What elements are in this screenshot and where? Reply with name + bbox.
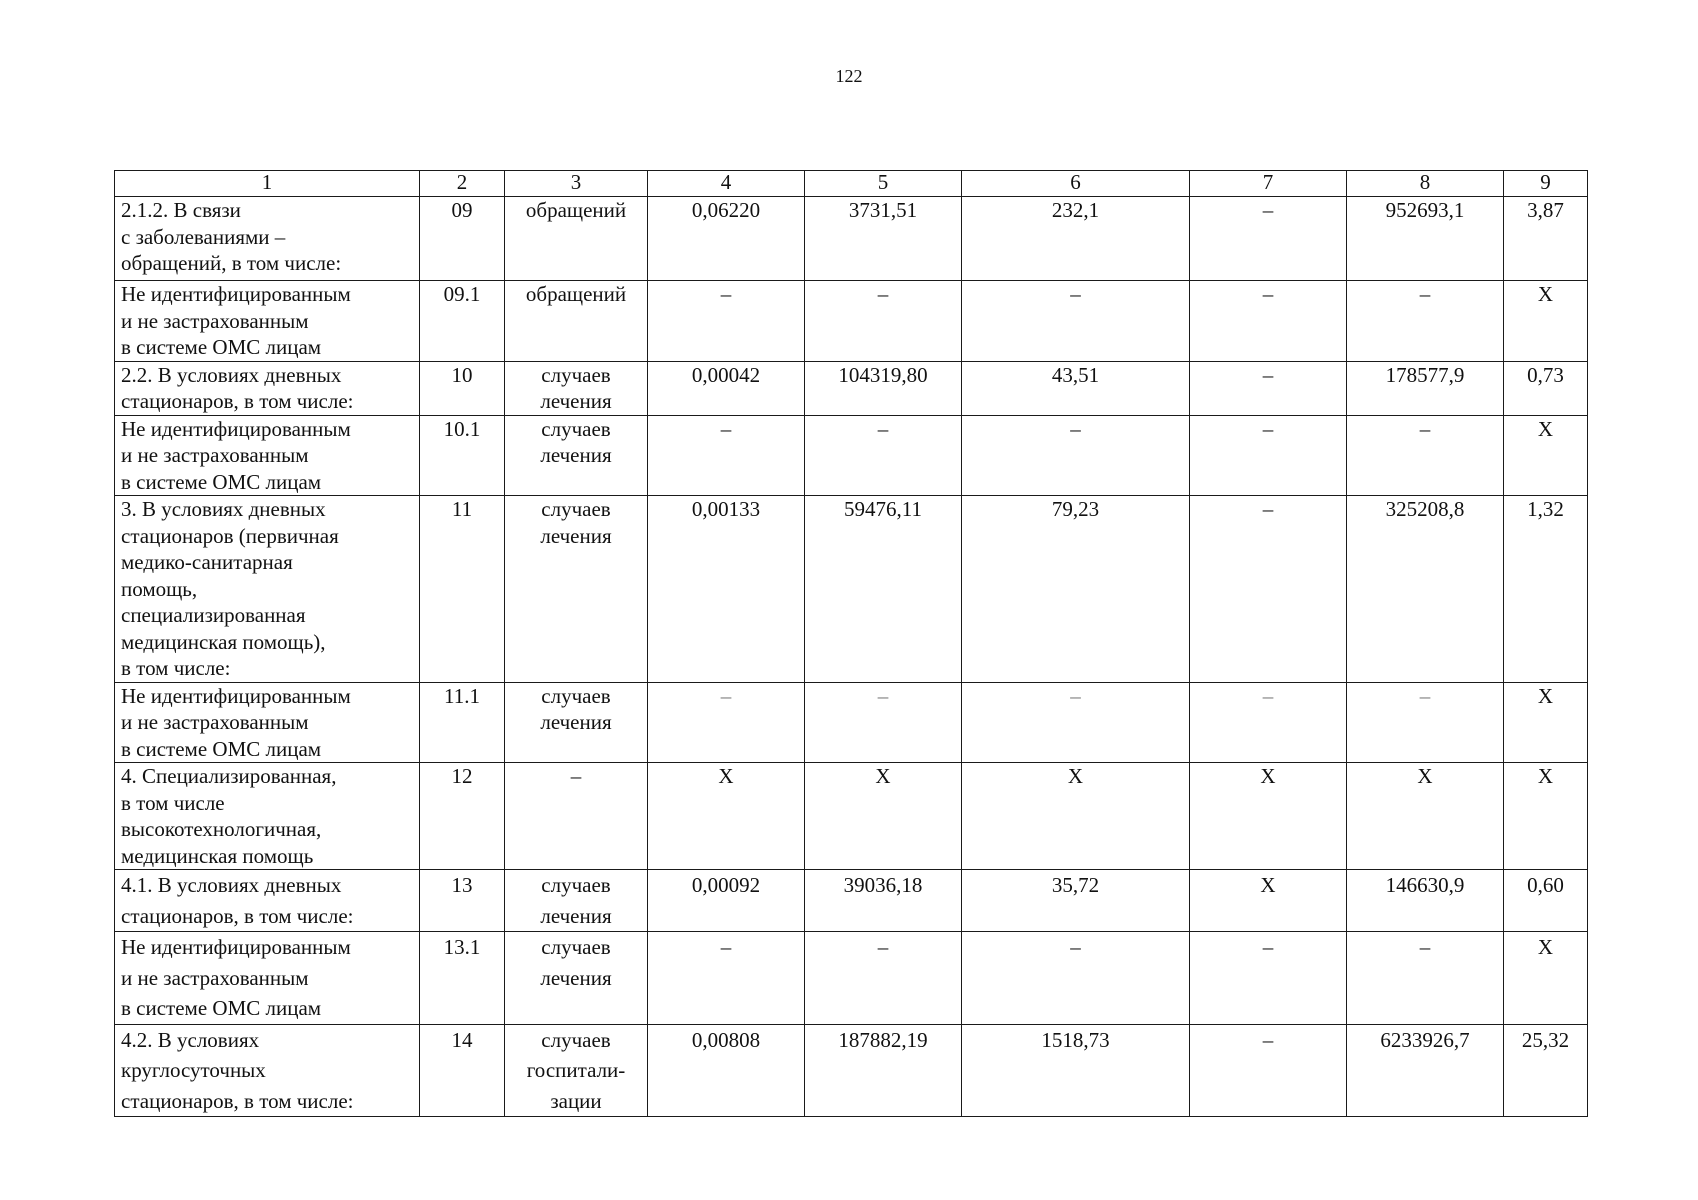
- table-cell: Х: [805, 763, 962, 870]
- table-cell: случаев лечения: [505, 415, 648, 496]
- table-cell: 952693,1: [1347, 197, 1504, 281]
- table-row: [115, 763, 1588, 870]
- table-row: [115, 496, 1588, 683]
- table-cell: 43,51: [962, 361, 1190, 415]
- table-cell: 0,00133: [648, 496, 805, 683]
- table-cell: Х: [1504, 415, 1588, 496]
- table-cell: 79,23: [962, 496, 1190, 683]
- column-number-2: 2: [420, 171, 505, 197]
- table-cell: –: [1190, 197, 1347, 281]
- table-cell: –: [962, 281, 1190, 362]
- table-cell: Х: [1190, 870, 1347, 932]
- table-cell: –: [1190, 1024, 1347, 1117]
- table-cell: –: [648, 415, 805, 496]
- table-cell: 13: [420, 870, 505, 932]
- table-cell: –: [1347, 682, 1504, 763]
- table-cell: 3,87: [1504, 197, 1588, 281]
- table-cell: Х: [962, 763, 1190, 870]
- table-cell: 232,1: [962, 197, 1190, 281]
- column-number-3: 3: [505, 171, 648, 197]
- table-cell: 4.2. В условиях круглосуточных стационаров, в том числе:: [115, 1024, 420, 1117]
- table-row: [115, 870, 1588, 932]
- table-cell: случаев лечения: [505, 361, 648, 415]
- table-cell: 3. В условиях дневных стационаров (первичная медико-санитарная помощь, специализированная медицинская помощь), в том числе:: [115, 496, 420, 683]
- table-cell: 0,73: [1504, 361, 1588, 415]
- table-cell: 11: [420, 496, 505, 683]
- table-cell: 10.1: [420, 415, 505, 496]
- column-number-7: 7: [1190, 171, 1347, 197]
- table-cell: –: [962, 682, 1190, 763]
- table-cell: –: [805, 415, 962, 496]
- table-cell: 0,00808: [648, 1024, 805, 1117]
- table-cell: случаев лечения: [505, 932, 648, 1025]
- table-cell: –: [805, 682, 962, 763]
- column-number-8: 8: [1347, 171, 1504, 197]
- table-row: [115, 1024, 1588, 1117]
- table-cell: 187882,19: [805, 1024, 962, 1117]
- table-cell: –: [805, 281, 962, 362]
- table-cell: 4. Специализированная, в том числе высокотехнологичная, медицинская помощь: [115, 763, 420, 870]
- table-cell: 0,00092: [648, 870, 805, 932]
- data-table: [114, 170, 1588, 1117]
- table-cell: –: [1190, 415, 1347, 496]
- column-number-1: 1: [115, 171, 420, 197]
- table-cell: –: [1190, 682, 1347, 763]
- page-number: 122: [835, 66, 863, 86]
- table-row: [115, 197, 1588, 281]
- table-cell: –: [648, 932, 805, 1025]
- table-cell: –: [1347, 932, 1504, 1025]
- table-cell: Х: [648, 763, 805, 870]
- table-cell: –: [505, 763, 648, 870]
- table-cell: Не идентифицированным и не застрахованным в системе ОМС лицам: [115, 682, 420, 763]
- table-cell: Не идентифицированным и не застрахованным в системе ОМС лицам: [115, 932, 420, 1025]
- table-cell: 104319,80: [805, 361, 962, 415]
- table-cell: Не идентифицированным и не застрахованным в системе ОМС лицам: [115, 281, 420, 362]
- table-cell: 178577,9: [1347, 361, 1504, 415]
- table-cell: Х: [1504, 281, 1588, 362]
- table-cell: –: [1190, 281, 1347, 362]
- table-cell: 0,00042: [648, 361, 805, 415]
- table-cell: –: [1347, 281, 1504, 362]
- table-row: [115, 281, 1588, 362]
- table-cell: –: [1190, 932, 1347, 1025]
- table-cell: –: [1347, 415, 1504, 496]
- column-number-5: 5: [805, 171, 962, 197]
- table-row: [115, 361, 1588, 415]
- table-cell: 2.2. В условиях дневных стационаров, в том числе:: [115, 361, 420, 415]
- table-header-row: [115, 171, 1588, 197]
- table-cell: 25,32: [1504, 1024, 1588, 1117]
- table-cell: 09.1: [420, 281, 505, 362]
- table-cell: 39036,18: [805, 870, 962, 932]
- table-cell: 11.1: [420, 682, 505, 763]
- column-number-4: 4: [648, 171, 805, 197]
- table-cell: 2.1.2. В связи с заболеваниями – обращений, в том числе:: [115, 197, 420, 281]
- table-cell: –: [1190, 361, 1347, 415]
- table-cell: обращений: [505, 197, 648, 281]
- table-cell: 6233926,7: [1347, 1024, 1504, 1117]
- table-cell: Х: [1504, 682, 1588, 763]
- table-cell: –: [648, 281, 805, 362]
- table-cell: 59476,11: [805, 496, 962, 683]
- table-cell: Х: [1347, 763, 1504, 870]
- table-cell: 12: [420, 763, 505, 870]
- table-cell: Не идентифицированным и не застрахованным в системе ОМС лицам: [115, 415, 420, 496]
- table-cell: –: [962, 415, 1190, 496]
- table-cell: 146630,9: [1347, 870, 1504, 932]
- table-cell: 10: [420, 361, 505, 415]
- table-cell: случаев лечения: [505, 496, 648, 683]
- table-cell: обращений: [505, 281, 648, 362]
- table-cell: 3731,51: [805, 197, 962, 281]
- table-cell: –: [1190, 496, 1347, 683]
- table-row: [115, 682, 1588, 763]
- table-cell: Х: [1504, 763, 1588, 870]
- table-cell: 0,06220: [648, 197, 805, 281]
- table-cell: –: [805, 932, 962, 1025]
- table-cell: Х: [1190, 763, 1347, 870]
- column-number-9: 9: [1504, 171, 1588, 197]
- table-row: [115, 932, 1588, 1025]
- table-cell: 4.1. В условиях дневных стационаров, в том числе:: [115, 870, 420, 932]
- table-cell: 09: [420, 197, 505, 281]
- column-number-6: 6: [962, 171, 1190, 197]
- table-cell: 13.1: [420, 932, 505, 1025]
- table-cell: случаев лечения: [505, 870, 648, 932]
- table-cell: –: [962, 932, 1190, 1025]
- table-cell: Х: [1504, 932, 1588, 1025]
- table-cell: 35,72: [962, 870, 1190, 932]
- table-cell: 1,32: [1504, 496, 1588, 683]
- table-cell: 1518,73: [962, 1024, 1190, 1117]
- table-row: [115, 415, 1588, 496]
- table-cell: 0,60: [1504, 870, 1588, 932]
- table-cell: –: [648, 682, 805, 763]
- table-cell: случаев лечения: [505, 682, 648, 763]
- table-cell: случаев госпитали- зации: [505, 1024, 648, 1117]
- table-cell: 325208,8: [1347, 496, 1504, 683]
- table-cell: 14: [420, 1024, 505, 1117]
